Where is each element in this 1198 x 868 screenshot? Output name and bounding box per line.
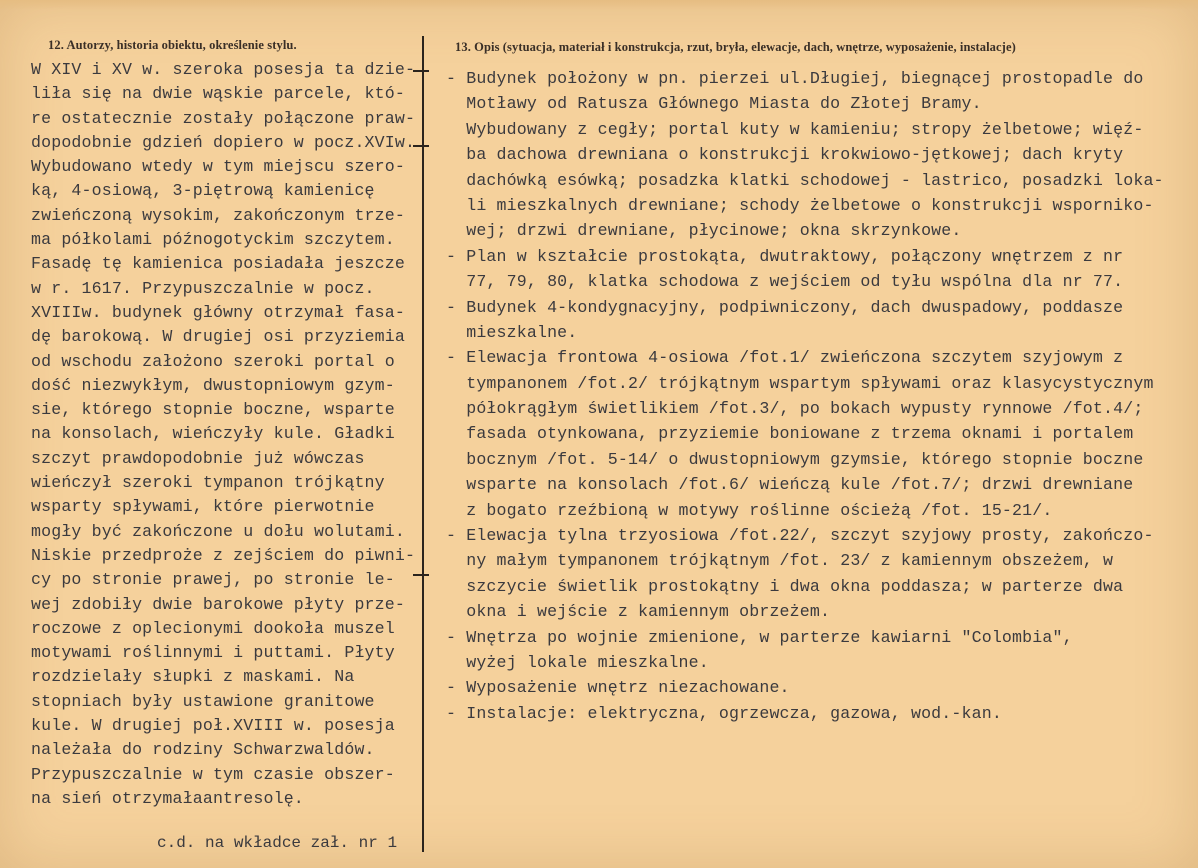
paper-edge	[0, 0, 1198, 10]
text-line: - Wyposażenie wnętrz niezachowane.	[446, 678, 790, 698]
text-line: dę barokową. W drugiej osi przyziemia	[31, 327, 405, 347]
text-line: Fasadę tę kamienica posiadała jeszcze	[31, 254, 405, 274]
column-divider	[422, 36, 424, 852]
text-line: wej; drzwi drewniane, płycinowe; okna skrzynkowe.	[446, 221, 962, 241]
text-line: szczyt prawdopodobnie już wówczas	[31, 448, 365, 468]
text-line: dachówką esówką; posadzka klatki schodowej - lastrico, posadzki loka-	[446, 170, 1164, 190]
text-line: - Plan w kształcie prostokąta, dwutraktowy, połączony wnętrzem z nr	[446, 246, 1124, 266]
text-line: cy po stronie prawej, po stronie le-	[31, 570, 395, 590]
divider-tick	[413, 70, 429, 72]
text-line: na konsolach, wieńczyły kule. Gładki	[31, 424, 395, 444]
text-line: wsparty spływami, które pierwotnie	[31, 497, 375, 517]
text-line: półokrągłym świetlikiem /fot.3/, po bokach wypusty rynnowe /fot.4/;	[446, 399, 1144, 419]
text-line: rozdzielały słupki z maskami. Na	[31, 667, 355, 687]
text-line: należała do rodziny Schwarzwaldów.	[31, 740, 375, 760]
text-line: mieszkalne.	[446, 322, 578, 342]
text-line: - Elewacja frontowa 4-osiowa /fot.1/ zwieńczona szczytem szyjowym z	[446, 348, 1124, 368]
text-line: zwieńczoną wysokim, zakończonym trze-	[31, 205, 405, 225]
text-line: ką, 4-osiową, 3-piętrową kamienicę	[31, 181, 375, 201]
right-heading: 13. Opis (sytuacja, materiał i konstrukcja, rzut, bryła, elewacje, dach, wnętrze, wyposażenie, instalacje)	[455, 40, 1016, 54]
text-line: roczowe z oplecionymi dookoła muszel	[31, 618, 395, 638]
text-line: Motławy od Ratusza Głównego Miasta do Złotej Bramy.	[446, 94, 982, 114]
text-line: kule. W drugiej poł.XVIII w. posesja	[31, 716, 395, 736]
divider-tick	[413, 145, 429, 147]
text-line: wej zdobiły dwie barokowe płyty prze-	[31, 594, 405, 614]
text-line: - Wnętrza po wojnie zmienione, w parterze kawiarni "Colombia",	[446, 627, 1073, 647]
text-line: re ostatecznie zostały połączone praw-	[31, 108, 416, 128]
text-line: Wybudowano wtedy w tym miejscu szero-	[31, 157, 405, 177]
text-line: dość niezwykłym, dwustopniowym gzym-	[31, 375, 395, 395]
text-line: Niskie przedproże z zejściem do piwni-	[31, 545, 416, 565]
text-line: ma półkolami późnogotyckim szczytem.	[31, 230, 395, 250]
text-line: wieńczył szeroki tympanon trójkątny	[31, 473, 385, 493]
text-line: - Instalacje: elektryczna, ogrzewcza, gazowa, wod.-kan.	[446, 703, 1002, 723]
text-line: tympanonem /fot.2/ trójkątnym wspartym spływami oraz klasycystycznym	[446, 373, 1154, 393]
text-line: dopodobnie gdzień dopiero w pocz.XVIw.	[31, 132, 416, 152]
text-line: motywami roślinnymi i puttami. Płyty	[31, 643, 395, 663]
text-line: ba dachowa drewniana o konstrukcji krokwiowo-jętkowej; dach kryty	[446, 145, 1124, 165]
text-line: li mieszkalnych drewniane; schody żelbetowe o konstrukcji wsporniko-	[446, 195, 1154, 215]
text-line: XVIIIw. budynek główny otrzymał fasa-	[31, 302, 405, 322]
text-line: fasada otynkowana, przyziemie boniowane z trzema oknami i portalem	[446, 424, 1134, 444]
text-line: wyżej lokale mieszkalne.	[446, 652, 709, 672]
text-line: w r. 1617. Przypuszczalnie w pocz.	[31, 278, 375, 298]
text-line: sie, którego stopnie boczne, wsparte	[31, 400, 395, 420]
text-line: W XIV i XV w. szeroka posesja ta dzie-	[31, 60, 416, 79]
text-line: wsparte na konsolach /fot.6/ wieńczą kule /fot.7/; drzwi drewniane	[446, 475, 1134, 495]
text-line: okna i wejście z kamiennym obrzeżem.	[446, 602, 831, 622]
text-line: stopniach były ustawione granitowe	[31, 691, 375, 711]
text-line: mogły być zakończone u dołu wolutami.	[31, 521, 405, 541]
divider-tick	[413, 574, 429, 576]
text-line: - Budynek 4-kondygnacyjny, podpiwniczony, dach dwuspadowy, poddasze	[446, 297, 1124, 317]
text-line: - Elewacja tylna trzyosiowa /fot.22/, szczyt szyjowy prosty, zakończo-	[446, 526, 1154, 546]
text-line: 77, 79, 80, klatka schodowa z wejściem od tyłu wspólna dla nr 77.	[446, 272, 1124, 292]
text-line: od wschodu założono szeroki portal o	[31, 351, 395, 371]
continuation-note: c.d. na wkładce zał. nr 1	[157, 834, 398, 852]
text-line: bocznym /fot. 5-14/ o dwustopniowym gzymsie, którego stopnie boczne	[446, 449, 1144, 469]
text-line: - Budynek położony w pn. pierzei ul.Długiej, biegnącej prostopadle do	[446, 69, 1144, 88]
text-line: Wybudowany z cegły; portal kuty w kamieniu; stropy żelbetowe; więź-	[446, 119, 1144, 139]
text-line: na sień otrzymałaantresolę.	[31, 788, 304, 808]
text-line: z bogato rzeźbioną w motywy roślinne ościeżą /fot. 15-21/.	[446, 500, 1053, 520]
text-line: Przypuszczalnie w tym czasie obszer-	[31, 764, 395, 784]
text-line: ny małym tympanonem trójkątnym /fot. 23/ z kamiennym obszeżem, w	[446, 551, 1114, 571]
history-text-column	[31, 58, 415, 811]
text-line: liła się na dwie wąskie parcele, któ-	[31, 84, 405, 104]
description-text-column	[446, 66, 1164, 726]
text-line: szczycie świetlik prostokątny i dwa okna poddasza; w parterze dwa	[446, 576, 1124, 596]
left-heading: 12. Autorzy, historia obiektu, określenie stylu.	[48, 38, 297, 52]
